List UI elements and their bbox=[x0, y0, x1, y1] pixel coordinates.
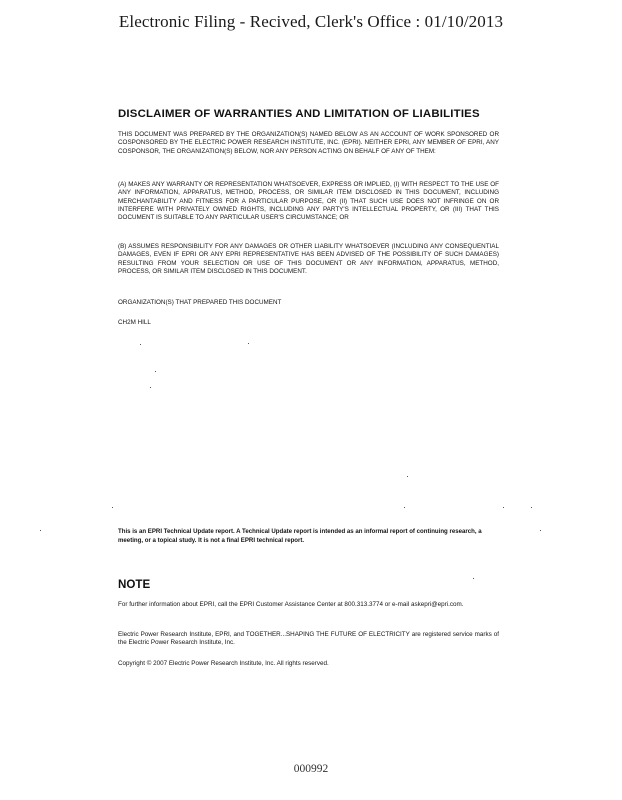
scan-speck bbox=[473, 578, 474, 579]
disclaimer-item-b-paragraph: (B) ASSUMES RESPONSIBILITY FOR ANY DAMAGES OR OTHER LIABILITY WHATSOEVER (INCLUDING ANY CONSEQUENTIAL DAMAGES, EVEN IF EPRI OR ANY EPRI REPRESENTATIVE HAS BEEN ADVISED OF THE POSSIBILITY OF SUCH DAMAGES) RESULTING FROM YOUR SELECTION OR USE OF THIS DOCUMENT OR ANY INFORMATION, APPARATUS, METHOD, PROCESS, OR SIMILAR ITEM DISCLOSED IN THIS DOCUMENT. bbox=[118, 243, 499, 275]
scan-speck bbox=[155, 371, 156, 372]
note-copyright-paragraph: Copyright © 2007 Electric Power Research Institute, Inc. All rights reserved. bbox=[118, 660, 329, 667]
note-trademarks-paragraph: Electric Power Research Institute, EPRI, and TOGETHER...SHAPING THE FUTURE OF ELECTRICITY are registered service marks of the Electric Power Research Institute, Inc. bbox=[118, 631, 499, 647]
page-number: 000992 bbox=[293, 763, 329, 775]
note-contact-paragraph: For further information about EPRI, call the EPRI Customer Assistance Center at 800.313.3774 or e-mail askepri@epri.com. bbox=[118, 601, 464, 608]
scan-speck bbox=[531, 507, 532, 508]
scan-speck bbox=[407, 476, 408, 477]
disclaimer-item-a-paragraph: (A) MAKES ANY WARRANTY OR REPRESENTATION WHATSOEVER, EXPRESS OR IMPLIED, (I) WITH RESPECT TO THE USE OF ANY INFORMATION, APPARATUS, METHOD, PROCESS, OR SIMILAR ITEM DISCLOSED IN THIS DOCUMENT, INCLUDING MERCHANTABILITY AND FITNESS FOR A PARTICULAR PURPOSE, OR (II) THAT SUCH USE DOES NOT INFRINGE ON OR INTERFERE WITH PRIVATELY OWNED RIGHTS, INCLUDING ANY PARTY'S INTELLECTUAL PROPERTY, OR (III) THAT THIS DOCUMENT IS SUITABLE TO ANY PARTICULAR USER'S CIRCUMSTANCE; OR bbox=[118, 181, 499, 222]
scan-speck bbox=[140, 344, 141, 345]
scan-speck bbox=[503, 507, 504, 508]
note-title: NOTE bbox=[118, 578, 151, 591]
scan-speck bbox=[540, 530, 541, 531]
scan-speck bbox=[40, 530, 41, 531]
scan-speck bbox=[248, 343, 249, 344]
disclaimer-intro-paragraph: THIS DOCUMENT WAS PREPARED BY THE ORGANIZATION(S) NAMED BELOW AS AN ACCOUNT OF WORK SPONSORED OR COSPONSORED BY THE ELECTRIC POWER RESEARCH INSTITUTE, INC. (EPRI). NEITHER EPRI, ANY MEMBER OF EPRI, ANY COSPONSOR, THE ORGANIZATION(S) BELOW, NOR ANY PERSON ACTING ON BEHALF OF ANY OF THEM: bbox=[118, 131, 499, 155]
scan-speck bbox=[150, 387, 151, 388]
organization-name: CH2M HILL bbox=[118, 319, 151, 326]
organization-label: ORGANIZATION(S) THAT PREPARED THIS DOCUMENT bbox=[118, 299, 282, 306]
filing-stamp-header: Electronic Filing - Recived, Clerk's Office : 01/10/2013 bbox=[118, 12, 504, 31]
scan-speck bbox=[404, 507, 405, 508]
scan-speck bbox=[112, 507, 113, 508]
disclaimer-title: DISCLAIMER OF WARRANTIES AND LIMITATION OF LIABILITIES bbox=[118, 108, 480, 120]
technical-update-notice: This is an EPRI Technical Update report. A Technical Update report is intended as an informal report of continuing research, a meeting, or a topical study. It is not a final EPRI technical report. bbox=[118, 528, 482, 544]
